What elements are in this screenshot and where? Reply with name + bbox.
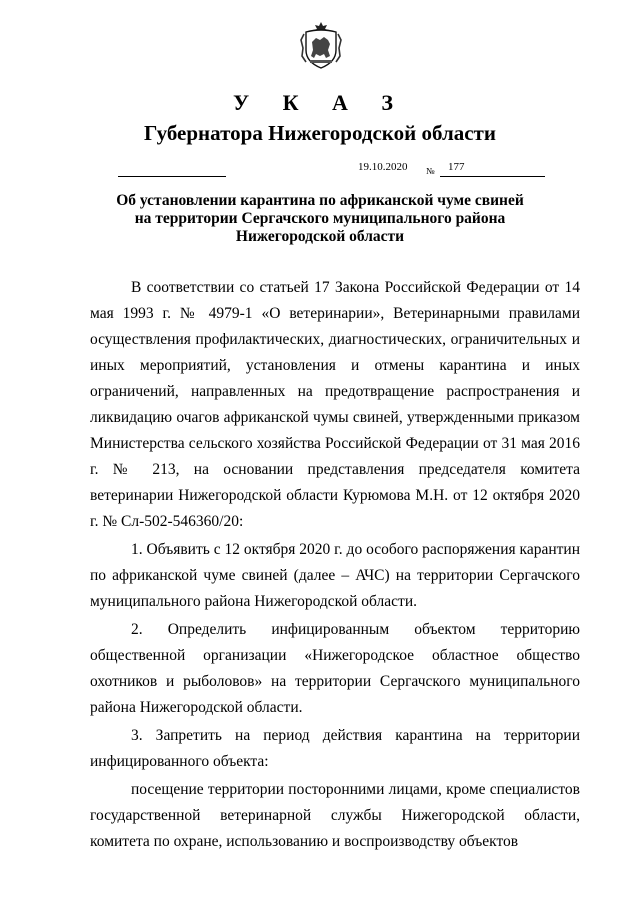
heading-line: Нижегородской области [235,228,405,245]
signature-line-left [118,176,226,177]
document-date: 19.10.2020 [358,161,408,173]
coat-of-arms-emblem [300,20,342,70]
body-paragraph: 3. Запретить на период действия карантина на территории инфицированного объекта: [90,727,580,770]
decree-heading [90,192,550,246]
body-paragraph: 2. Определить инфицированным объектом территорию общественной организации «Нижегородское областное общество охотников и рыболовов» на территории Сергачского муниципального района Нижегородской области. [90,621,580,716]
document-subtitle: Губернатора Нижегородской области [144,121,496,145]
body-paragraph: В соответствии со статьей 17 Закона Российской Федерации от 14 мая 1993 г. № 4979-1 «О ветеринарии», Ветеринарными правилами осуществления профилактических, диагностических, ограничительных и иных мероприятий, установления и отмены карантина и иных ограничений, направленных на предотвращение распространения и ликвидацию очагов африканской чумы свиней, утвержденными приказом Министерства сельского хозяйства Российской Федерации от 31 мая 2016 г. № 213, на основании представления председателя комитета ветеринарии Нижегородской области Курюмова М.Н. от 12 октября 2020 г. № Сл-502-546360/20: [90,279,580,530]
number-label: № [426,166,435,176]
heading-line: на территории Сергачского муниципального района [134,210,506,227]
document-title: У К А З [232,90,408,115]
document-number: 177 [448,161,465,173]
signature-line-right [440,176,545,177]
decree-body [90,275,580,855]
heading-line: Об установлении карантина по африканской чуме свиней [116,192,524,209]
body-paragraph: 1. Объявить с 12 октября 2020 г. до особого распоряжения карантин по африканской чуме свиней (далее – АЧС) на территории Сергачского муниципального района Нижегородской области. [90,541,580,610]
body-paragraph: посещение территории посторонними лицами, кроме специалистов государственной ветеринарной службы Нижегородской области, комитета по охране, использованию и воспроизводству объектов [90,781,580,850]
